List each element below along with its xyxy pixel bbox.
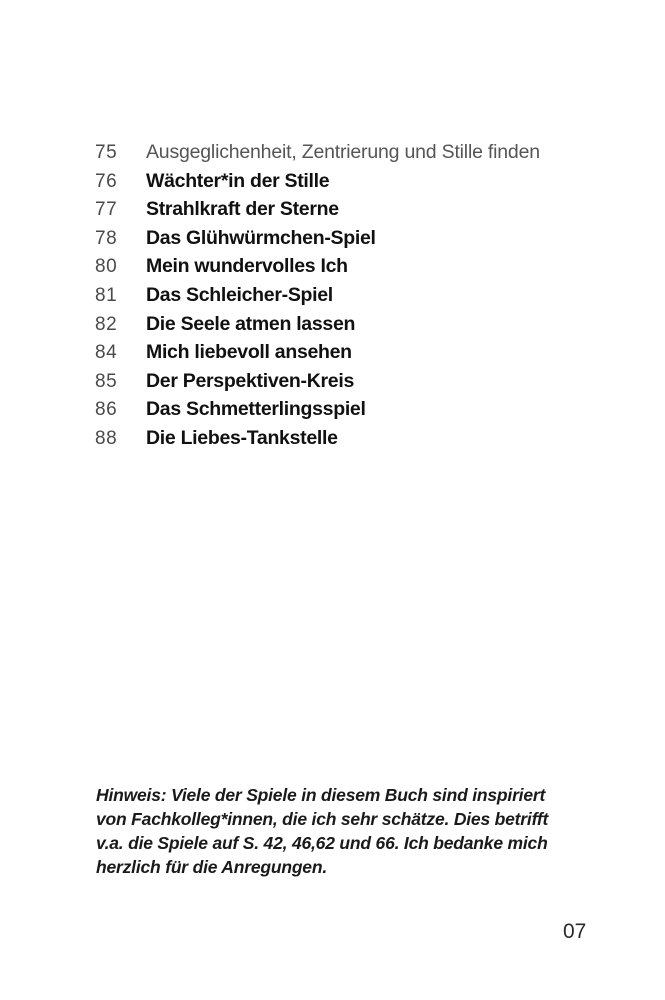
toc-page-number: 86: [95, 399, 118, 421]
toc-entry-title: Die Liebes-Tankstelle: [146, 426, 338, 449]
toc-entry-title: Das Glühwürmchen-Spiel: [146, 226, 376, 249]
toc-entry: [95, 198, 540, 227]
toc-page-number: 80: [95, 256, 118, 278]
toc-page-number: 88: [95, 427, 118, 449]
toc-page-number: 81: [95, 284, 118, 306]
toc-entry-title: Mich liebevoll ansehen: [146, 341, 352, 364]
toc-page-number: 77: [95, 199, 118, 221]
toc-page-number: 82: [95, 313, 118, 335]
note-line: von Fachkolleg*innen, die ich sehr schätze. Dies betrifft: [96, 809, 549, 829]
toc-entry: [95, 313, 540, 342]
page-number: 07: [563, 920, 587, 943]
toc-entry-title: Mein wundervolles Ich: [146, 255, 348, 278]
toc-entry: [95, 284, 540, 313]
note-line: v.a. die Spiele auf S. 42, 46,62 und 66. Ich bedanke mich: [96, 833, 548, 853]
toc-entry-title: Wächter*in der Stille: [146, 169, 330, 192]
table-of-contents: [95, 141, 540, 456]
toc-section-heading: [95, 141, 540, 170]
toc-entry-title: Strahlkraft der Sterne: [146, 198, 339, 221]
toc-entry: [95, 427, 540, 456]
note-line: herzlich für die Anregungen.: [96, 857, 327, 877]
toc-entry-title: Der Perspektiven-Kreis: [146, 369, 355, 392]
note-line: Hinweis: Viele der Spiele in diesem Buch sind inspiriert: [96, 785, 546, 805]
toc-entry: [95, 398, 540, 427]
toc-entry: [95, 370, 540, 399]
acknowledgement-note: [96, 783, 596, 879]
toc-entry-title: Das Schmetterlingsspiel: [146, 398, 366, 421]
toc-page-number: 76: [95, 170, 118, 192]
toc-entry-title: Das Schleicher-Spiel: [146, 283, 333, 306]
toc-page-number: 85: [95, 370, 118, 392]
toc-heading-title: Ausgeglichenheit, Zentrierung und Stille finden: [146, 141, 540, 163]
toc-page-number: 78: [95, 227, 118, 249]
toc-page-number: 75: [95, 142, 118, 163]
toc-entry: [95, 227, 540, 256]
toc-entry-title: Die Seele atmen lassen: [146, 312, 356, 335]
toc-entry: [95, 170, 540, 199]
toc-entry: [95, 255, 540, 284]
toc-page-number: 84: [95, 342, 118, 364]
toc-entry: [95, 341, 540, 370]
